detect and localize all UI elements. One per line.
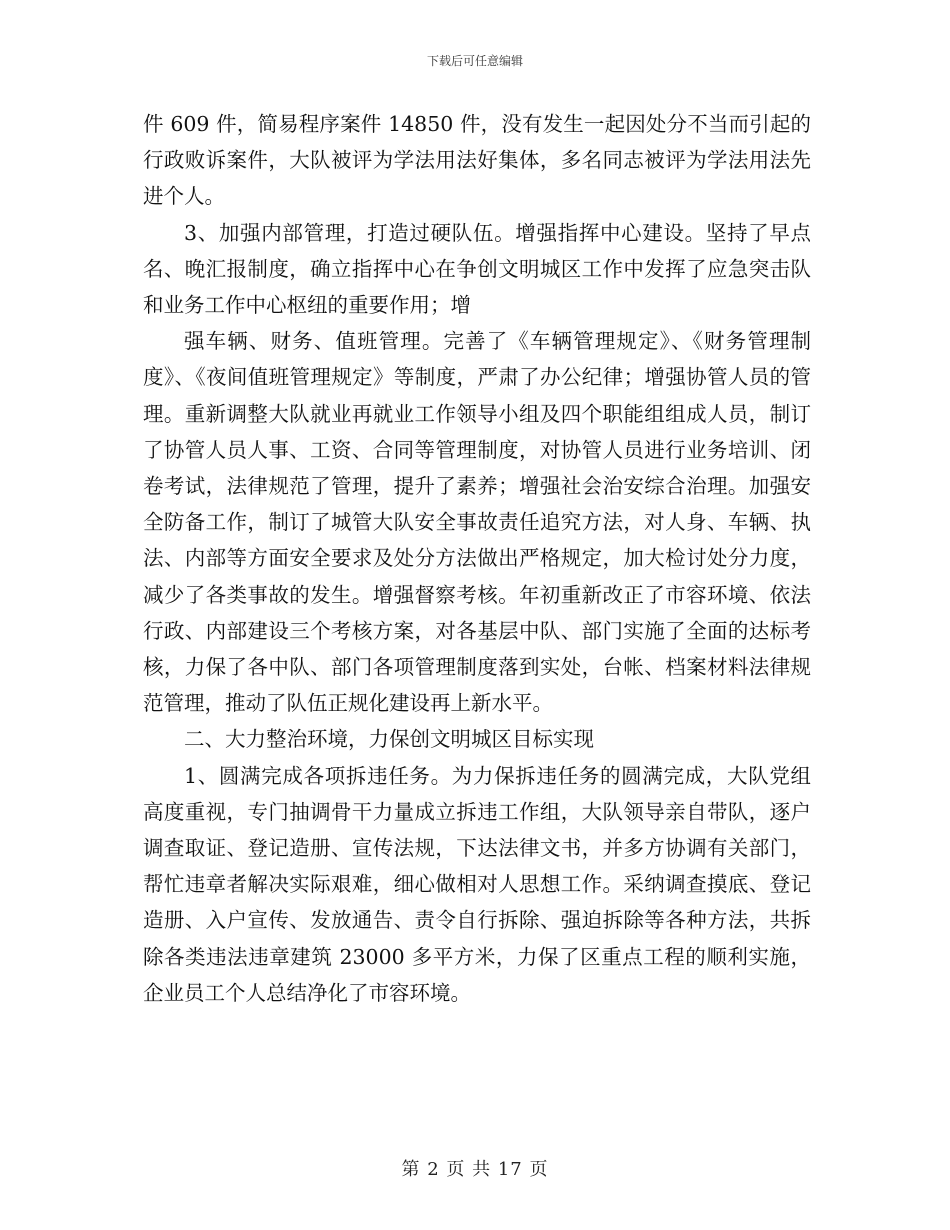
- paragraph: 件 609 件，简易程序案件 14850 件，没有发生一起因处分不当而引起的行政败诉案件，大队被评为学法用法好集体，多名同志被评为学法用法先进个人。: [143, 112, 811, 209]
- document-body: [143, 106, 811, 1011]
- page-number: 第 2 页 共 17 页: [401, 1159, 549, 1180]
- section-heading: 二、大力整治环境，力保创文明城区目标实现: [184, 727, 594, 752]
- paragraph: 强车辆、财务、值班管理。完善了《车辆管理规定》、《财务管理制度》、《夜间值班管理规定》等制度，严肃了办公纪律；增强协管人员的管理。重新调整大队就业再就业工作领导小组及四个职能组组成人员，制订了协管人员人事、工资、合同等管理制度，对协管人员进行业务培训、闭卷考试，法律规范了管理，提升了素养；增强社会治安综合治理。加强安全防备工作，制订了城管大队安全事故责任追究方法，对人身、车辆、执法、内部等方面安全要求及处分方法做出严格规定，加大检讨处分力度，减少了各类事故的发生。增强督察考核。年初重新改正了市容环境、依法行政、内部建设三个考核方案，对各基层中队、部门实施了全面的达标考核，力保了各中队、部门各项管理制度落到实处，台帐、档案材料法律规范管理，推动了队伍正规化建设再上新水平。: [143, 329, 811, 716]
- paragraph: 1、圆满完成各项拆违任务。为力保拆违任务的圆满完成，大队党组高度重视，专门抽调骨干力量成立拆违工作组，大队领导亲自带队，逐户调查取证、登记造册、宣传法规，下达法律文书，并多方协调有关部门，帮忙违章者解决实际艰难，细心做相对人思想工作。采纳调查摸底、登记造册、入户宣传、发放通告、责令自行拆除、强迫拆除等各种方法，共拆除各类违法违章建筑 23000 多平方米，力保了区重点工程的顺利实施，企业员工个人总结净化了市容环境。: [143, 763, 811, 1005]
- paragraph: 3、加强内部管理，打造过硬队伍。增强指挥中心建设。坚持了早点名、晚汇报制度，确立指挥中心在争创文明城区工作中发挥了应急突击队和业务工作中心枢纽的重要作用；增: [143, 220, 811, 318]
- page-header: 下载后可任意编辑: [426, 54, 523, 68]
